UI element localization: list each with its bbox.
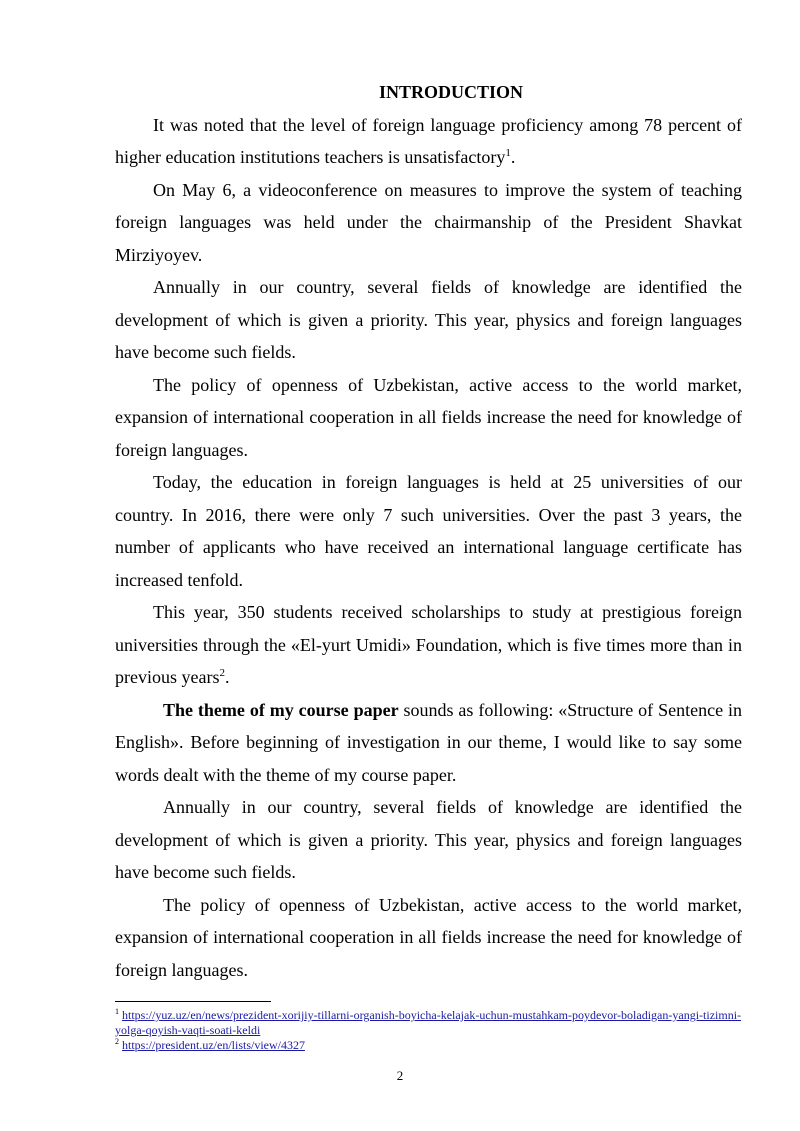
footnote-ref-2[interactable]: 2	[219, 667, 225, 679]
body-text	[115, 76, 742, 986]
footnote-2-link[interactable]: https://president.uz/en/lists/view/4327	[122, 1038, 305, 1052]
course-paper-theme-label: The theme of my course paper	[163, 699, 399, 720]
footnotes	[115, 1008, 742, 1053]
paragraph-3: Annually in our country, several fields of knowledge are identified the development of which is given a priority. This year, physics and foreign languages have become such fields.	[115, 277, 742, 362]
paragraph-8: Annually in our country, several fields of knowledge are identified the development of which is given a priority. This year, physics and foreign languages have become such fields.	[115, 797, 742, 882]
paragraph-6: This year, 350 students received scholarships to study at prestigious foreign universities through the «El-yurt Umidi» Foundation, which is five times more than in previous years$^2$.	[115, 602, 742, 687]
paragraph-1: It was noted that the level of foreign language proficiency among 78 percent of higher education institutions teachers is unsatisfactory$^1$.	[115, 114, 742, 167]
footnote-ref-1[interactable]: 1	[505, 147, 511, 159]
paragraph-5: Today, the education in foreign languages is held at 25 universities of our country. In 2016, there were only 7 such universities. Over the past 3 years, the number of applicants who have received an international language certificate has increased tenfold.	[115, 472, 742, 590]
footnote-1: $^1$ https://yuz.uz/en/news/prezident-xorijiy-tillarni-organish-boyicha-kelajak-uchun-mustahkam-poydevor-boladigan-yangi-tizimni-yolga-qoyish-vaqti-soati-keldi	[115, 1007, 742, 1037]
page-number: 2	[396, 1068, 404, 1083]
paragraph-9: The policy of openness of Uzbekistan, active access to the world market, expansion of international cooperation in all fields increase the need for knowledge of foreign languages.	[115, 894, 742, 980]
page-title: INTRODUCTION	[378, 82, 524, 102]
footnote-separator	[115, 1001, 271, 1002]
paragraph-2: On May 6, a videoconference on measures to improve the system of teaching foreign languages was held under the chairmanship of the President Shavkat Mirziyoyev.	[115, 179, 742, 265]
footnote-1-link[interactable]: https://yuz.uz/en/news/prezident-xorijiy-tillarni-organish-boyicha-kelajak-uchun-mustahkam-poydevor-boladigan-yangi-tizimni-yolga-qoyish-vaqti-soati-keldi	[115, 1008, 742, 1037]
paragraph-4: The policy of openness of Uzbekistan, active access to the world market, expansion of international cooperation in all fields increase the need for knowledge of foreign languages.	[115, 374, 742, 460]
footnote-2: $^2$ https://president.uz/en/lists/view/4327	[115, 1037, 305, 1052]
paragraph-7: The theme of my course paper sounds as following: «Structure of Sentence in English». Before beginning of investigation in our theme, I would like to say some words dealt with the theme of my course paper.	[115, 699, 742, 785]
